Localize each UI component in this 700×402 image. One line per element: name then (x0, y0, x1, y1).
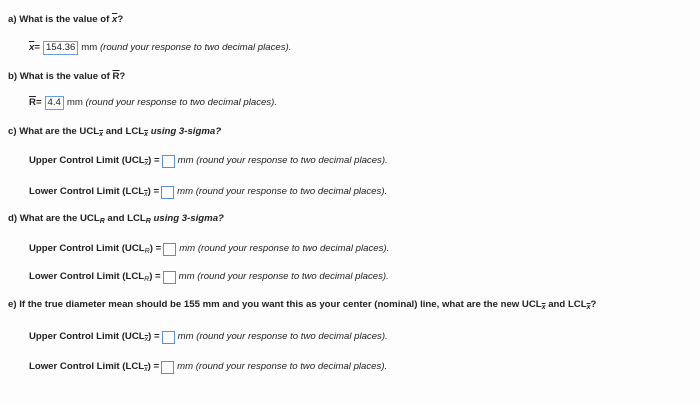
question-d-end: using 3-sigma? (153, 213, 224, 224)
ucl-x-label: Upper Control Limit (UCL (29, 155, 145, 166)
label-close: ) = (148, 331, 160, 342)
subscript-r: R (144, 276, 150, 283)
subscript-r: R (99, 218, 105, 225)
rounding-hint: mm (round your response to two decimal places). (177, 155, 388, 166)
subscript-x-bar: $\overline{x}$ (144, 336, 149, 343)
question-d-pre: d) What are the UCL (8, 213, 100, 224)
subscript-x-bar: $\overline{x}$ (144, 131, 149, 138)
question-e (8, 298, 596, 312)
lcl-x-input[interactable] (161, 186, 174, 199)
lcl-r-row (29, 270, 389, 284)
ucl-r-row (29, 242, 389, 256)
lcl-x-new-label: Lower Control Limit (LCL (29, 361, 145, 372)
ucl-x-new-row (29, 330, 388, 344)
lcl-x-row (29, 185, 387, 199)
unit-label: mm (66, 97, 83, 108)
rounding-hint: mm (round your response to two decimal places). (177, 186, 388, 197)
ucl-r-label: Upper Control Limit (UCL (29, 243, 145, 254)
lcl-r-input[interactable] (163, 271, 176, 284)
question-a-end: ? (117, 14, 124, 25)
x-bar-symbol: $\overline{x}$ (111, 14, 118, 25)
rounding-hint: mm (round your response to two decimal places). (177, 361, 388, 372)
rounding-hint: (round your response to two decimal places). (99, 42, 292, 53)
ucl-x-input[interactable] (162, 155, 175, 168)
answer-b-row (29, 96, 277, 110)
r-bar-value-field[interactable]: 4.4 (45, 96, 64, 110)
question-d (8, 212, 224, 226)
answer-a-row (29, 41, 291, 55)
ucl-x-row (29, 154, 388, 168)
label-close: ) = (148, 155, 160, 166)
rounding-hint: mm (round your response to two decimal places). (177, 331, 388, 342)
label-close: ) = (149, 271, 161, 282)
question-c-pre: c) What are the UCL (8, 126, 100, 137)
question-c (8, 125, 221, 139)
subscript-r: R (145, 218, 151, 225)
label-close: ) = (147, 361, 160, 372)
question-c-end: using 3-sigma? (150, 126, 222, 137)
r-bar-symbol: $\overline{R}$ (29, 97, 36, 108)
rounding-hint: (round your response to two decimal places). (85, 97, 277, 108)
lcl-x-new-input[interactable] (161, 361, 174, 374)
lcl-r-label: Lower Control Limit (LCL (29, 271, 145, 282)
question-a-text: a) What is the value of (8, 14, 110, 25)
unit-label: mm (81, 42, 98, 53)
question-a (8, 13, 123, 27)
question-c-mid: and LCL (105, 126, 145, 137)
rounding-hint: mm (round your response to two decimal places). (178, 271, 389, 282)
ucl-x-new-input[interactable] (162, 331, 175, 344)
subscript-x-bar: $\overline{x}$ (144, 160, 149, 167)
question-d-mid: and LCL (107, 213, 146, 224)
lcl-x-label: Lower Control Limit (LCL (29, 186, 145, 197)
question-e-pre: e) If the true diameter mean should be 155 mm and you want this as your center (nominal) line, what are the new UCL (8, 299, 542, 310)
question-e-end: ? (590, 299, 597, 310)
x-bar-symbol: $\overline{x}$ (29, 42, 35, 53)
question-b-text: b) What is the value of (8, 71, 110, 82)
question-e-mid: and LCL (548, 299, 587, 310)
subscript-x-bar: $\overline{x}$ (99, 131, 104, 138)
subscript-r: R (144, 248, 150, 255)
question-b-end: ? (119, 71, 126, 82)
subscript-x-bar: $\overline{x}$ (144, 191, 148, 198)
rounding-hint: mm (round your response to two decimal places). (179, 243, 390, 254)
ucl-r-input[interactable] (163, 243, 176, 256)
label-close: ) = (149, 243, 162, 254)
lcl-x-new-row (29, 360, 387, 374)
subscript-x-bar: $\overline{x}$ (541, 304, 546, 311)
x-bar-value-field[interactable]: 154.36 (43, 41, 78, 55)
equals-sign: = (35, 97, 42, 108)
ucl-x-new-label: Upper Control Limit (UCL (29, 331, 145, 342)
equals-sign: = (34, 42, 40, 53)
r-bar-symbol: $\overline{R}$ (112, 71, 120, 82)
subscript-x-bar: $\overline{x}$ (586, 304, 591, 311)
question-b (8, 70, 125, 84)
subscript-x-bar: $\overline{x}$ (144, 366, 148, 373)
label-close: ) = (147, 186, 160, 197)
